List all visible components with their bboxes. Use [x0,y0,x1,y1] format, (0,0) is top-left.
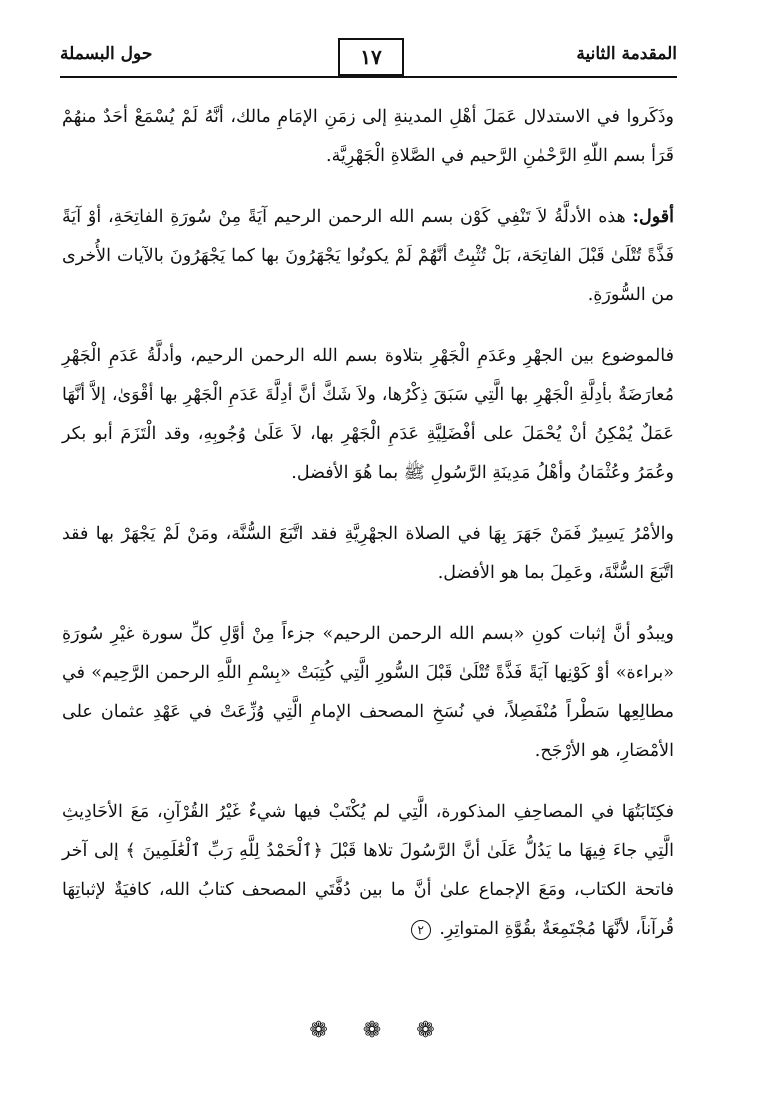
paragraph-text: فالموضوع بين الجهْرِ وعَدَمِ الْجَهْرِ بتلاوة بسم الله الرحمن الرحيم، وأدلَّةُ عَدَمِ الْجَهْرِ مُعارَضَةٌ بأدِلَّةِ الْجَهْرِ بها الَّتِي سَبَقَ ذِكْرُها، ولاَ شَكَّ أنَّ أدِلَّةَ عَدَمِ الْجَهْرِ بها أقْوَىٰ، إلاَّ أنَّهَا عَمَلٌ يُمْكِنُ أنْ يُحْمَلَ على أفْضَلِيَّةِ عَدَمِ الْجَهْرِ بها، لاَ عَلَىٰ وُجُوبِهِ، وقد الْتَزَمَ أبو بكر وعُمَرُ وعُثْمَانُ وأهْلُ مَدِينَةِ الرَّسُولِ ﷺ بما هُوَ الأفضل. [62,346,674,483]
paragraph-text: ويبدُو أنَّ إثبات كونِ «بسم الله الرحمن الرحيم» جزءاً مِنْ أوَّلِ كلِّ سورة غيْرِ سُورَةِ «براءة» أوْ كَوْنِها آيَةً فَذَّةً تُتْلَىٰ قَبْلَ السُّورِ الَّتِي كُتِبَتْ «بِسْمِ اللَّهِ الرحمن الرَّحِيم» في مطالِعِها سَطْراً مُنْفَصِلاً، في نُسَخِ المصحف الإمامِ الَّتِي وُزِّعَتْ في عَهْدِ عثمان على الأمْصَارِ، هو الأرْجَح. [62,624,674,761]
paragraph-text: فكِتَابَتُهَا في المصاحِفِ المذكورة، الَّتِي لم يُكْتَبْ فيها شيءٌ غَيْرُ القُرْآنِ، مَعَ الأحَادِيثِ الَّتِي جاءَ فِيهَا ما يَدُلُّ عَلَىٰ أنَّ الرَّسُولَ تلاها قَبْلَ ﴿ٱلْحَمْدُ لِلَّهِ رَبِّ ٱلْعَٰلَمِينَ ﴾ إلى آخر فاتحة الكتاب، ومَعَ الإجماع علىٰ أنَّ ما بين دُفَّتَي المصحف كتابُ الله، كافيَةٌ لإثباتِهَا قُرآناً، لأنَّهَا مُجْتَمِعَةٌ بقُوَّةِ المتواتِرِ. [62,802,674,939]
paragraph-1 [62,98,674,176]
paragraph-2 [62,198,674,315]
paragraph-6 [62,793,674,949]
body-text [62,98,674,971]
running-header [60,38,677,78]
paragraph-text: والأمْرُ يَسِيرٌ فَمَنْ جَهَرَ بِهَا في الصلاة الجهْرِيَّةِ فقد اتَّبَعَ السُّنَّة، ومَنْ لَمْ يَجْهَرْ بها فقد اتَّبَعَ السُّنَّةَ، وعَمِلَ بما هو الأفضل. [62,524,674,583]
verse-number-marker: ٢ [411,920,431,940]
paragraph-text: هذه الأدلَّةُ لاَ تَنْفِي كَوْن بسم الله الرحمن الرحيم آيَةً مِنْ سُورَةِ الفاتِحَةِ، أوْ آيَةً فَذَّةً تُتْلَىٰ قَبْلَ الفاتِحَة، بَلْ تُثْبِتُ أنَّهُمْ لَمْ يكونُوا يَجْهَرُونَ بها كما يَجْهَرُونَ بالآيات الأُخرى من السُّورَةِ. [62,207,674,305]
chapter-title: المقدمة الثانية [576,44,677,64]
end-ornament: ❁ ❁ ❁ [309,1018,449,1043]
paragraph-4 [62,515,674,593]
paragraph-3 [62,337,674,493]
paragraph-lead: أقول: [632,207,674,227]
page-number: ١٧ [338,38,404,76]
paragraph-text: وذَكَروا في الاستدلال عَمَلَ أهْلِ المدينةِ إلى زمَنِ الإمَامِ مالك، أنَّهُ لَمْ يُسْمَعْ أحَدٌ منهُمْ قَرَأ بسم اللّهِ الرَّحْمٰنِ الرَّحيم في الصَّلاةِ الْجَهْرِيَّة. [62,107,674,166]
paragraph-5 [62,615,674,771]
header-rule [60,76,677,78]
section-title: حول البسملة [60,44,153,64]
